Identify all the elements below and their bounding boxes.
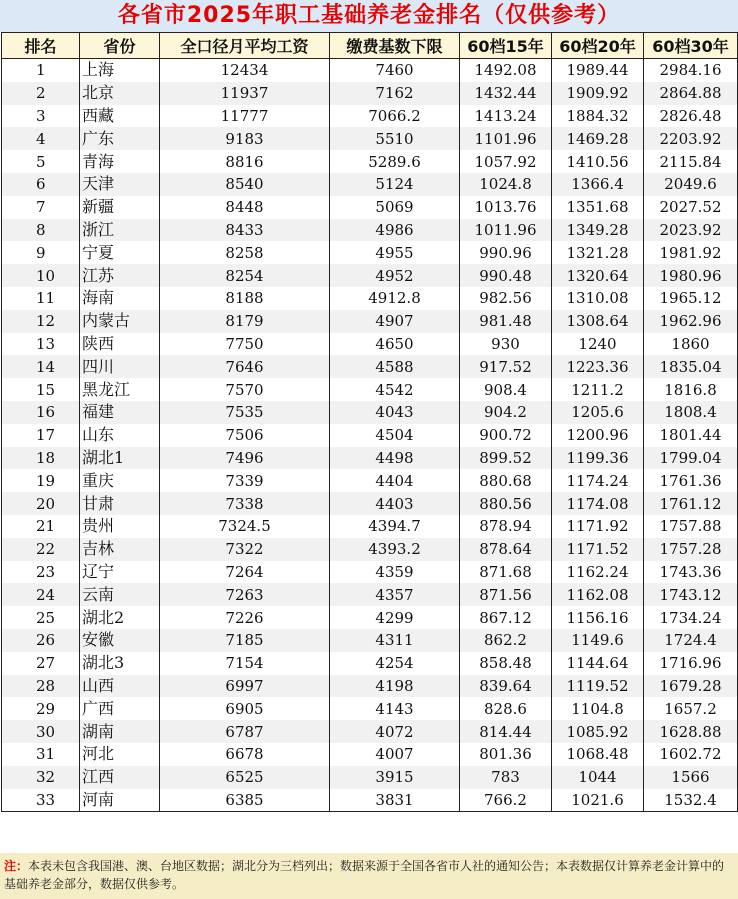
pension-20y-cell: 1199.36 [552,447,644,470]
pension-15y-cell: 828.6 [460,697,552,720]
pension-30y-cell: 1679.28 [644,675,738,698]
rank-cell: 13 [2,333,80,356]
rank-cell: 14 [2,355,80,378]
pension-15y-cell: 839.64 [460,675,552,698]
table-row [2,447,738,470]
pension-20y-cell: 1205.6 [552,401,644,424]
rank-cell: 23 [2,561,80,584]
province-cell: 云南 [80,583,160,606]
pension-30y-cell: 1724.4 [644,629,738,652]
pension-15y-cell: 990.48 [460,264,552,287]
rank-cell: 33 [2,789,80,812]
rank-cell: 21 [2,515,80,538]
province-cell: 陕西 [80,333,160,356]
province-cell: 西藏 [80,105,160,128]
province-cell: 甘肃 [80,492,160,515]
base-lower-limit-cell: 4498 [330,447,460,470]
table-row [2,105,738,128]
pension-15y-cell: 867.12 [460,606,552,629]
pension-30y-cell: 1743.36 [644,561,738,584]
pension-20y-cell: 1171.92 [552,515,644,538]
pension-20y-cell: 1410.56 [552,150,644,173]
table-row [2,538,738,561]
rank-cell: 5 [2,150,80,173]
pension-20y-cell: 1119.52 [552,675,644,698]
table-row [2,127,738,150]
table-row [2,515,738,538]
avg-wage-cell: 8540 [160,173,330,196]
pension-15y-cell: 1011.96 [460,219,552,242]
header-province: 省份 [80,33,160,59]
pension-15y-cell: 766.2 [460,789,552,812]
pension-30y-cell: 1962.96 [644,310,738,333]
avg-wage-cell: 7324.5 [160,515,330,538]
province-cell: 江西 [80,766,160,789]
pension-15y-cell: 871.56 [460,583,552,606]
avg-wage-cell: 6905 [160,697,330,720]
province-cell: 上海 [80,59,160,82]
pension-15y-cell: 814.44 [460,720,552,743]
pension-30y-cell: 1757.28 [644,538,738,561]
table-row [2,173,738,196]
rank-cell: 22 [2,538,80,561]
table-row [2,150,738,173]
province-cell: 山东 [80,424,160,447]
base-lower-limit-cell: 4955 [330,241,460,264]
base-lower-limit-cell: 4986 [330,219,460,242]
province-cell: 黑龙江 [80,378,160,401]
pension-15y-cell: 900.72 [460,424,552,447]
avg-wage-cell: 7339 [160,469,330,492]
base-lower-limit-cell: 5124 [330,173,460,196]
table-row [2,310,738,333]
avg-wage-cell: 9183 [160,127,330,150]
rank-cell: 29 [2,697,80,720]
avg-wage-cell: 7535 [160,401,330,424]
pension-15y-cell: 904.2 [460,401,552,424]
base-lower-limit-cell: 4394.7 [330,515,460,538]
avg-wage-cell: 11937 [160,82,330,105]
pension-30y-cell: 2864.88 [644,82,738,105]
table-header-row [2,33,738,59]
province-cell: 广东 [80,127,160,150]
pension-30y-cell: 1757.88 [644,515,738,538]
pension-20y-cell: 1068.48 [552,743,644,766]
pension-15y-cell: 880.56 [460,492,552,515]
header-rank: 排名 [2,33,80,59]
base-lower-limit-cell: 4403 [330,492,460,515]
pension-15y-cell: 1024.8 [460,173,552,196]
pension-20y-cell: 1321.28 [552,241,644,264]
province-cell: 湖南 [80,720,160,743]
rank-cell: 15 [2,378,80,401]
base-lower-limit-cell: 4907 [330,310,460,333]
pension-30y-cell: 2826.48 [644,105,738,128]
base-lower-limit-cell: 4359 [330,561,460,584]
footnote-label: 注： [4,859,29,873]
base-lower-limit-cell: 4542 [330,378,460,401]
avg-wage-cell: 6787 [160,720,330,743]
province-cell: 内蒙古 [80,310,160,333]
province-cell: 安徽 [80,629,160,652]
pension-30y-cell: 1532.4 [644,789,738,812]
base-lower-limit-cell: 4311 [330,629,460,652]
rank-cell: 30 [2,720,80,743]
avg-wage-cell: 8816 [160,150,330,173]
pension-20y-cell: 1211.2 [552,378,644,401]
base-lower-limit-cell: 4043 [330,401,460,424]
pension-20y-cell: 1144.64 [552,652,644,675]
rank-cell: 26 [2,629,80,652]
pension-15y-cell: 1101.96 [460,127,552,150]
rank-cell: 3 [2,105,80,128]
base-lower-limit-cell: 5510 [330,127,460,150]
table-row [2,743,738,766]
table-row [2,196,738,219]
base-lower-limit-cell: 4650 [330,333,460,356]
table-row [2,264,738,287]
rank-cell: 20 [2,492,80,515]
province-cell: 湖北2 [80,606,160,629]
avg-wage-cell: 7338 [160,492,330,515]
province-cell: 新疆 [80,196,160,219]
table-row [2,629,738,652]
base-lower-limit-cell: 4504 [330,424,460,447]
avg-wage-cell: 7226 [160,606,330,629]
province-cell: 贵州 [80,515,160,538]
base-lower-limit-cell: 4072 [330,720,460,743]
base-lower-limit-cell: 7162 [330,82,460,105]
pension-30y-cell: 2203.92 [644,127,738,150]
header-20-years: 60档20年 [552,33,644,59]
province-cell: 青海 [80,150,160,173]
pension-20y-cell: 1349.28 [552,219,644,242]
rank-cell: 7 [2,196,80,219]
pension-20y-cell: 1989.44 [552,59,644,82]
pension-20y-cell: 1162.24 [552,561,644,584]
table-row [2,378,738,401]
pension-15y-cell: 1413.24 [460,105,552,128]
pension-20y-cell: 1909.92 [552,82,644,105]
table-row [2,492,738,515]
province-cell: 福建 [80,401,160,424]
avg-wage-cell: 7750 [160,333,330,356]
pension-30y-cell: 1860 [644,333,738,356]
page-title: 各省市2025年职工基础养老金排名（仅供参考） [0,0,738,32]
pension-30y-cell: 2027.52 [644,196,738,219]
pension-15y-cell: 930 [460,333,552,356]
avg-wage-cell: 11777 [160,105,330,128]
base-lower-limit-cell: 4952 [330,264,460,287]
table-row [2,82,738,105]
base-lower-limit-cell: 4588 [330,355,460,378]
pension-20y-cell: 1351.68 [552,196,644,219]
province-cell: 江苏 [80,264,160,287]
pension-20y-cell: 1366.4 [552,173,644,196]
avg-wage-cell: 7264 [160,561,330,584]
pension-30y-cell: 1965.12 [644,287,738,310]
pension-15y-cell: 908.4 [460,378,552,401]
pension-20y-cell: 1223.36 [552,355,644,378]
pension-30y-cell: 2049.6 [644,173,738,196]
rank-cell: 25 [2,606,80,629]
pension-20y-cell: 1200.96 [552,424,644,447]
pension-20y-cell: 1174.08 [552,492,644,515]
pension-20y-cell: 1156.16 [552,606,644,629]
base-lower-limit-cell: 4357 [330,583,460,606]
pension-15y-cell: 1057.92 [460,150,552,173]
pension-20y-cell: 1240 [552,333,644,356]
base-lower-limit-cell: 7066.2 [330,105,460,128]
table-row [2,652,738,675]
base-lower-limit-cell: 5069 [330,196,460,219]
pension-30y-cell: 1980.96 [644,264,738,287]
avg-wage-cell: 8258 [160,241,330,264]
avg-wage-cell: 7506 [160,424,330,447]
base-lower-limit-cell: 3831 [330,789,460,812]
pension-15y-cell: 982.56 [460,287,552,310]
avg-wage-cell: 7496 [160,447,330,470]
rank-cell: 27 [2,652,80,675]
pension-30y-cell: 1799.04 [644,447,738,470]
province-cell: 湖北3 [80,652,160,675]
base-lower-limit-cell: 4299 [330,606,460,629]
header-15-years: 60档15年 [460,33,552,59]
base-lower-limit-cell: 4198 [330,675,460,698]
base-lower-limit-cell: 5289.6 [330,150,460,173]
pension-20y-cell: 1884.32 [552,105,644,128]
rank-cell: 16 [2,401,80,424]
table-row [2,219,738,242]
pension-20y-cell: 1308.64 [552,310,644,333]
footnote-text: 本表未包含我国港、澳、台地区数据；湖北分为三档列出；数据来源于全国各省市人社的通知公告；本表数据仅计算养老金计算中的基础养老金部分，数据仅供参考。 [4,859,725,891]
rank-cell: 2 [2,82,80,105]
header-avg-wage: 全口径月平均工资 [160,33,330,59]
province-cell: 辽宁 [80,561,160,584]
pension-15y-cell: 917.52 [460,355,552,378]
rank-cell: 10 [2,264,80,287]
table-row [2,401,738,424]
rank-cell: 6 [2,173,80,196]
table-row [2,766,738,789]
pension-15y-cell: 801.36 [460,743,552,766]
table-row [2,606,738,629]
pension-15y-cell: 858.48 [460,652,552,675]
pension-30y-cell: 1761.36 [644,469,738,492]
province-cell: 山西 [80,675,160,698]
pension-ranking-table [1,32,738,812]
base-lower-limit-cell: 4143 [330,697,460,720]
footnote [0,853,738,899]
table-row [2,720,738,743]
province-cell: 天津 [80,173,160,196]
pension-30y-cell: 1835.04 [644,355,738,378]
pension-15y-cell: 783 [460,766,552,789]
rank-cell: 24 [2,583,80,606]
pension-30y-cell: 1761.12 [644,492,738,515]
province-cell: 北京 [80,82,160,105]
avg-wage-cell: 7570 [160,378,330,401]
avg-wage-cell: 6997 [160,675,330,698]
pension-30y-cell: 1716.96 [644,652,738,675]
pension-20y-cell: 1044 [552,766,644,789]
province-cell: 河北 [80,743,160,766]
table-row [2,583,738,606]
header-base-lower-limit: 缴费基数下限 [330,33,460,59]
province-cell: 浙江 [80,219,160,242]
province-cell: 河南 [80,789,160,812]
pension-15y-cell: 899.52 [460,447,552,470]
province-cell: 重庆 [80,469,160,492]
pension-15y-cell: 878.64 [460,538,552,561]
base-lower-limit-cell: 4393.2 [330,538,460,561]
province-cell: 湖北1 [80,447,160,470]
avg-wage-cell: 8254 [160,264,330,287]
pension-30y-cell: 1628.88 [644,720,738,743]
pension-30y-cell: 1734.24 [644,606,738,629]
pension-20y-cell: 1149.6 [552,629,644,652]
avg-wage-cell: 12434 [160,59,330,82]
pension-20y-cell: 1162.08 [552,583,644,606]
rank-cell: 32 [2,766,80,789]
table-row [2,241,738,264]
table-row [2,789,738,812]
avg-wage-cell: 8179 [160,310,330,333]
pension-15y-cell: 990.96 [460,241,552,264]
table-row [2,561,738,584]
avg-wage-cell: 6385 [160,789,330,812]
pension-15y-cell: 1492.08 [460,59,552,82]
pension-20y-cell: 1085.92 [552,720,644,743]
pension-30y-cell: 1743.12 [644,583,738,606]
avg-wage-cell: 8433 [160,219,330,242]
avg-wage-cell: 8188 [160,287,330,310]
pension-15y-cell: 1432.44 [460,82,552,105]
base-lower-limit-cell: 7460 [330,59,460,82]
pension-15y-cell: 981.48 [460,310,552,333]
table-row [2,697,738,720]
table-row [2,424,738,447]
rank-cell: 11 [2,287,80,310]
rank-cell: 31 [2,743,80,766]
table-row [2,675,738,698]
table-row [2,333,738,356]
pension-15y-cell: 862.2 [460,629,552,652]
pension-15y-cell: 880.68 [460,469,552,492]
avg-wage-cell: 6525 [160,766,330,789]
pension-30y-cell: 1602.72 [644,743,738,766]
base-lower-limit-cell: 4404 [330,469,460,492]
rank-cell: 17 [2,424,80,447]
pension-20y-cell: 1310.08 [552,287,644,310]
rank-cell: 9 [2,241,80,264]
avg-wage-cell: 7646 [160,355,330,378]
pension-15y-cell: 871.68 [460,561,552,584]
province-cell: 四川 [80,355,160,378]
table-row [2,287,738,310]
rank-cell: 12 [2,310,80,333]
pension-15y-cell: 878.94 [460,515,552,538]
pension-30y-cell: 1801.44 [644,424,738,447]
table-row [2,469,738,492]
base-lower-limit-cell: 4912.8 [330,287,460,310]
province-cell: 宁夏 [80,241,160,264]
rank-cell: 1 [2,59,80,82]
pension-20y-cell: 1171.52 [552,538,644,561]
table-row [2,355,738,378]
header-30-years: 60档30年 [644,33,738,59]
pension-20y-cell: 1320.64 [552,264,644,287]
pension-20y-cell: 1469.28 [552,127,644,150]
rank-cell: 28 [2,675,80,698]
rank-cell: 19 [2,469,80,492]
base-lower-limit-cell: 4007 [330,743,460,766]
pension-30y-cell: 1808.4 [644,401,738,424]
base-lower-limit-cell: 4254 [330,652,460,675]
base-lower-limit-cell: 3915 [330,766,460,789]
pension-30y-cell: 1981.92 [644,241,738,264]
pension-30y-cell: 2115.84 [644,150,738,173]
avg-wage-cell: 7322 [160,538,330,561]
pension-30y-cell: 2984.16 [644,59,738,82]
rank-cell: 4 [2,127,80,150]
pension-15y-cell: 1013.76 [460,196,552,219]
pension-20y-cell: 1104.8 [552,697,644,720]
avg-wage-cell: 6678 [160,743,330,766]
province-cell: 吉林 [80,538,160,561]
avg-wage-cell: 8448 [160,196,330,219]
pension-30y-cell: 1566 [644,766,738,789]
rank-cell: 8 [2,219,80,242]
pension-30y-cell: 2023.92 [644,219,738,242]
avg-wage-cell: 7154 [160,652,330,675]
pension-30y-cell: 1816.8 [644,378,738,401]
province-cell: 广西 [80,697,160,720]
pension-30y-cell: 1657.2 [644,697,738,720]
pension-20y-cell: 1174.24 [552,469,644,492]
avg-wage-cell: 7185 [160,629,330,652]
rank-cell: 18 [2,447,80,470]
province-cell: 海南 [80,287,160,310]
avg-wage-cell: 7263 [160,583,330,606]
table-row [2,59,738,82]
pension-20y-cell: 1021.6 [552,789,644,812]
